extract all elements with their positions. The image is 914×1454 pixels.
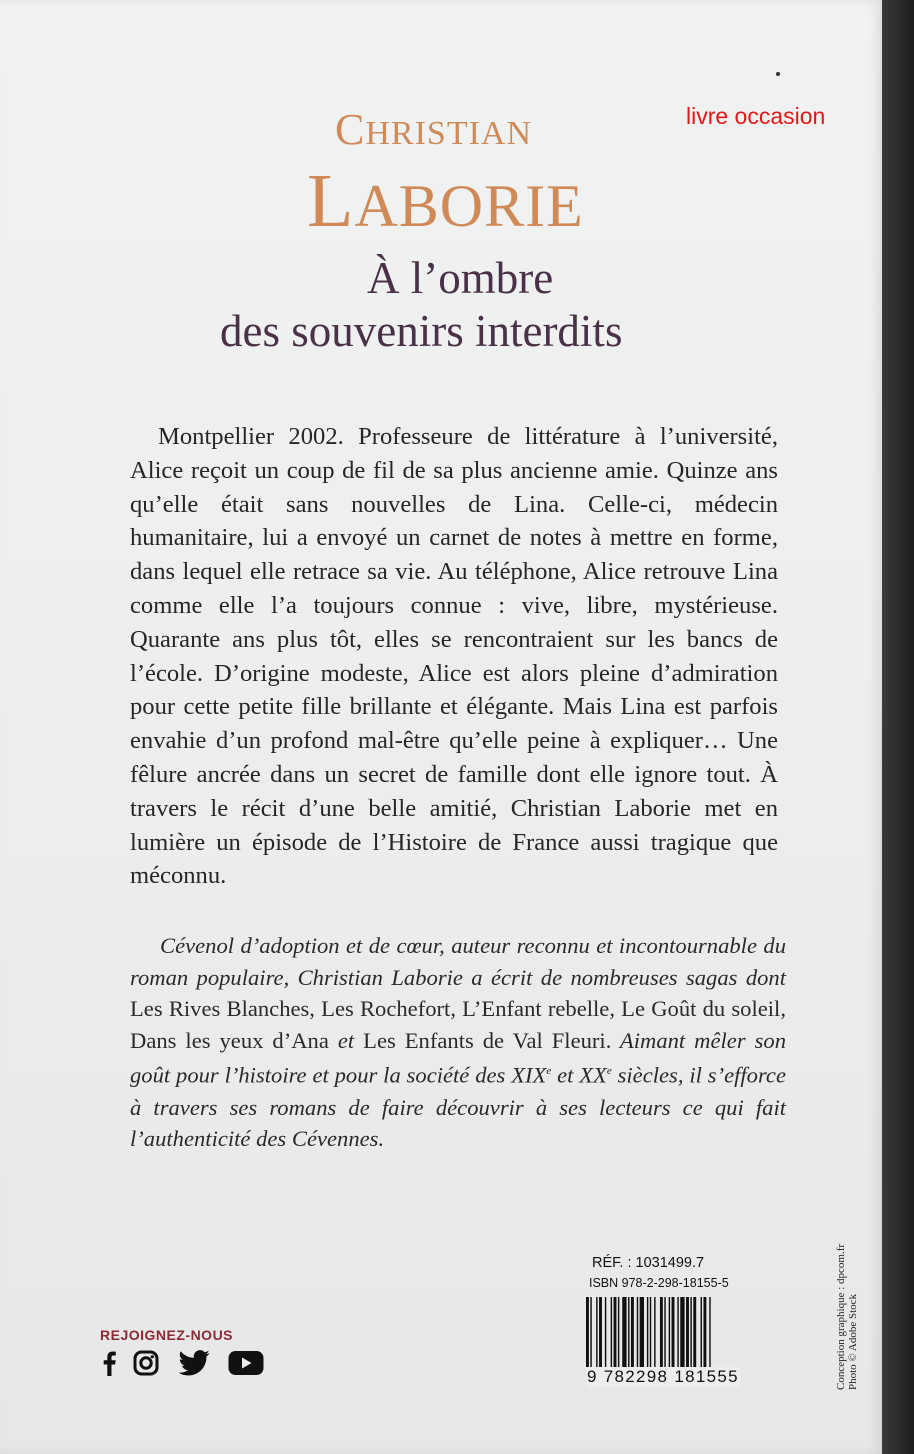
youtube-icon[interactable] xyxy=(228,1350,264,1376)
bio-text-1: Cévenol d’adoption et de cœur, auteur reconnu et incontournable du roman populaire, Christian Laborie a écrit de nombreuses sagas dont xyxy=(130,933,786,990)
facebook-icon[interactable] xyxy=(100,1350,118,1376)
book-spine-edge xyxy=(882,0,914,1454)
bio-conj: et xyxy=(328,1027,364,1053)
instagram-icon[interactable] xyxy=(133,1350,159,1376)
author-first-name xyxy=(335,104,532,155)
reference-number: RÉF. : 1031499.7 xyxy=(592,1255,705,1271)
blurb-text: Montpellier 2002. Professeure de littérature à l’université, Alice reçoit un coup de fil de sa plus ancienne amie. Quinze ans qu’elle était sans nouvelles de Lina. Celle-ci, médecin humanitaire, lui a envoyé un carnet de notes à mettre en forme, dans lequel elle retrace sa vie. Au téléphone, Alice retrouve Lina comme elle l’a toujours connue : vive, libre, mystérieuse. Quarante ans plus tôt, elles se rencontraient sur les bancs de l’école. D’origine modeste, Alice est alors pleine d’admiration pour cette petite fille brillante et élégante. Mais Lina est parfois envahie d’un profond mal-être qu’elle peine à expliquer… Une fêlure ancrée dans un secret de famille dont elle ignore tout. À travers le récit d’une belle amitié, Christian Laborie met en lumière un épisode de l’Histoire de France aussi tragique que méconnu. xyxy=(130,423,778,890)
author-first-initial: C xyxy=(335,105,366,154)
book-title-line2: des souvenirs interdits xyxy=(220,306,623,356)
watermark-text: livre occasion xyxy=(686,103,826,129)
social-label: REJOIGNEZ-NOUS xyxy=(100,1327,234,1343)
author-first-rest: HRISTIAN xyxy=(365,115,533,152)
bio-works-1: Les Rives Blanches, Les Rochefort, L’Enfant rebelle, Le Goût du soleil, Dans les yeux d’Ana xyxy=(130,996,786,1053)
bio-text-3: et XX xyxy=(551,1062,607,1088)
author-bio-paragraph xyxy=(130,930,786,1155)
author-last-rest: ABORIE xyxy=(354,173,584,239)
blurb-paragraph xyxy=(130,420,778,893)
speck xyxy=(776,72,780,76)
bio-text-4: siècles, il s’efforce à travers ses romans de faire découvrir à ses lecteurs ce qui fait l’authenticité des Cévennes. xyxy=(130,1062,786,1152)
bio-sup-2: e xyxy=(606,1065,612,1078)
credits-design: Conception graphique : dpcom.fr xyxy=(835,1243,847,1390)
twitter-icon[interactable] xyxy=(178,1350,211,1376)
author-last-initial: L xyxy=(307,159,355,243)
image-credits xyxy=(835,1244,859,1390)
book-title-line1: À l’ombre xyxy=(367,253,554,303)
bio-works-2: Les Enfants de Val Fleuri. xyxy=(363,1027,612,1053)
credits-photo: Photo © Adobe Stock xyxy=(847,1293,859,1390)
isbn-number: ISBN 978-2-298-18155-5 xyxy=(589,1276,729,1290)
barcode-digits: 9 782298 181555 xyxy=(587,1367,739,1386)
author-last-name xyxy=(307,158,584,245)
bio-text-2: Aimant mêler son goût pour l’histoire et pour la société des XIX xyxy=(130,1027,786,1088)
bio-sup-1: e xyxy=(546,1065,552,1078)
